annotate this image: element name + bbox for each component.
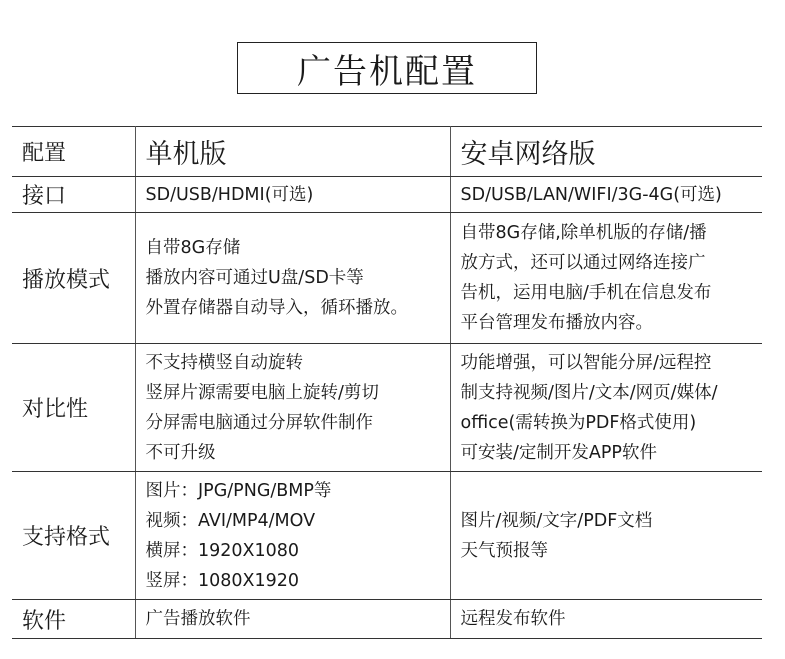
cell-line: 外置存储器自动导入，循环播放。 [145,298,408,318]
table-row [12,472,762,600]
standalone-cell [135,472,450,600]
cell-line: 竖屏：1080X1920 [145,570,300,591]
android-cell [450,213,762,344]
android-cell [450,344,762,472]
cell-line: 播放内容可通过U盘/SD卡等 [145,268,364,288]
standalone-cell [135,600,450,639]
cell-line: 图片/视频/文字/PDF文档 [460,510,653,531]
android-cell [450,600,762,639]
table-row [12,600,762,639]
cell-line: 不可升级 [145,442,216,463]
cell-line: 平台管理发布播放内容。 [460,313,653,333]
cell-line: 放方式，还可以通过网络连接广 [460,253,706,273]
cell-line: 远程发布软件 [460,609,566,629]
row-label: 软件 [12,600,135,639]
cell-line: 制支持视频/图片/文本/网页/媒体/ [460,382,718,403]
table-row [12,344,762,472]
cell-line: 广告播放软件 [145,609,251,629]
cell-line: 分屏需电脑通过分屏软件制作 [145,412,373,433]
cell-line: office(需转换为PDF格式使用) [460,412,697,433]
cell-line: SD/USB/HDMI(可选) [145,184,314,205]
header-config: 配置 [12,127,135,177]
header-android: 安卓网络版 [450,127,762,177]
cell-line: 不支持横竖自动旋转 [145,352,303,373]
cell-line: 竖屏片源需要电脑上旋转/剪切 [145,382,379,403]
android-cell [450,177,762,213]
cell-line: 功能增强，可以智能分屏/远程控 [460,352,712,373]
header-standalone: 单机版 [135,127,450,177]
cell-line: 天气预报等 [460,540,548,561]
table-row [12,177,762,213]
cell-line: 视频：AVI/MP4/MOV [145,510,316,531]
cell-line: 自带8G存储,除单机版的存储/播 [460,223,707,243]
page-title: 广告机配置 [237,42,537,94]
standalone-cell [135,213,450,344]
cell-line: 自带8G存储 [145,238,241,258]
row-label: 播放模式 [12,213,135,344]
android-cell [450,472,762,600]
table-header-row [12,127,762,177]
cell-line: 横屏：1920X1080 [145,540,300,561]
config-table [12,126,762,639]
row-label: 支持格式 [12,472,135,600]
cell-line: 告机，运用电脑/手机在信息发布 [460,283,712,303]
cell-line: 图片：JPG/PNG/BMP等 [145,480,332,501]
cell-line: SD/USB/LAN/WIFI/3G-4G(可选) [460,184,722,205]
row-label: 对比性 [12,344,135,472]
standalone-cell [135,344,450,472]
standalone-cell [135,177,450,213]
row-label: 接口 [12,177,135,213]
table-row [12,213,762,344]
cell-line: 可安装/定制开发APP软件 [460,442,657,463]
